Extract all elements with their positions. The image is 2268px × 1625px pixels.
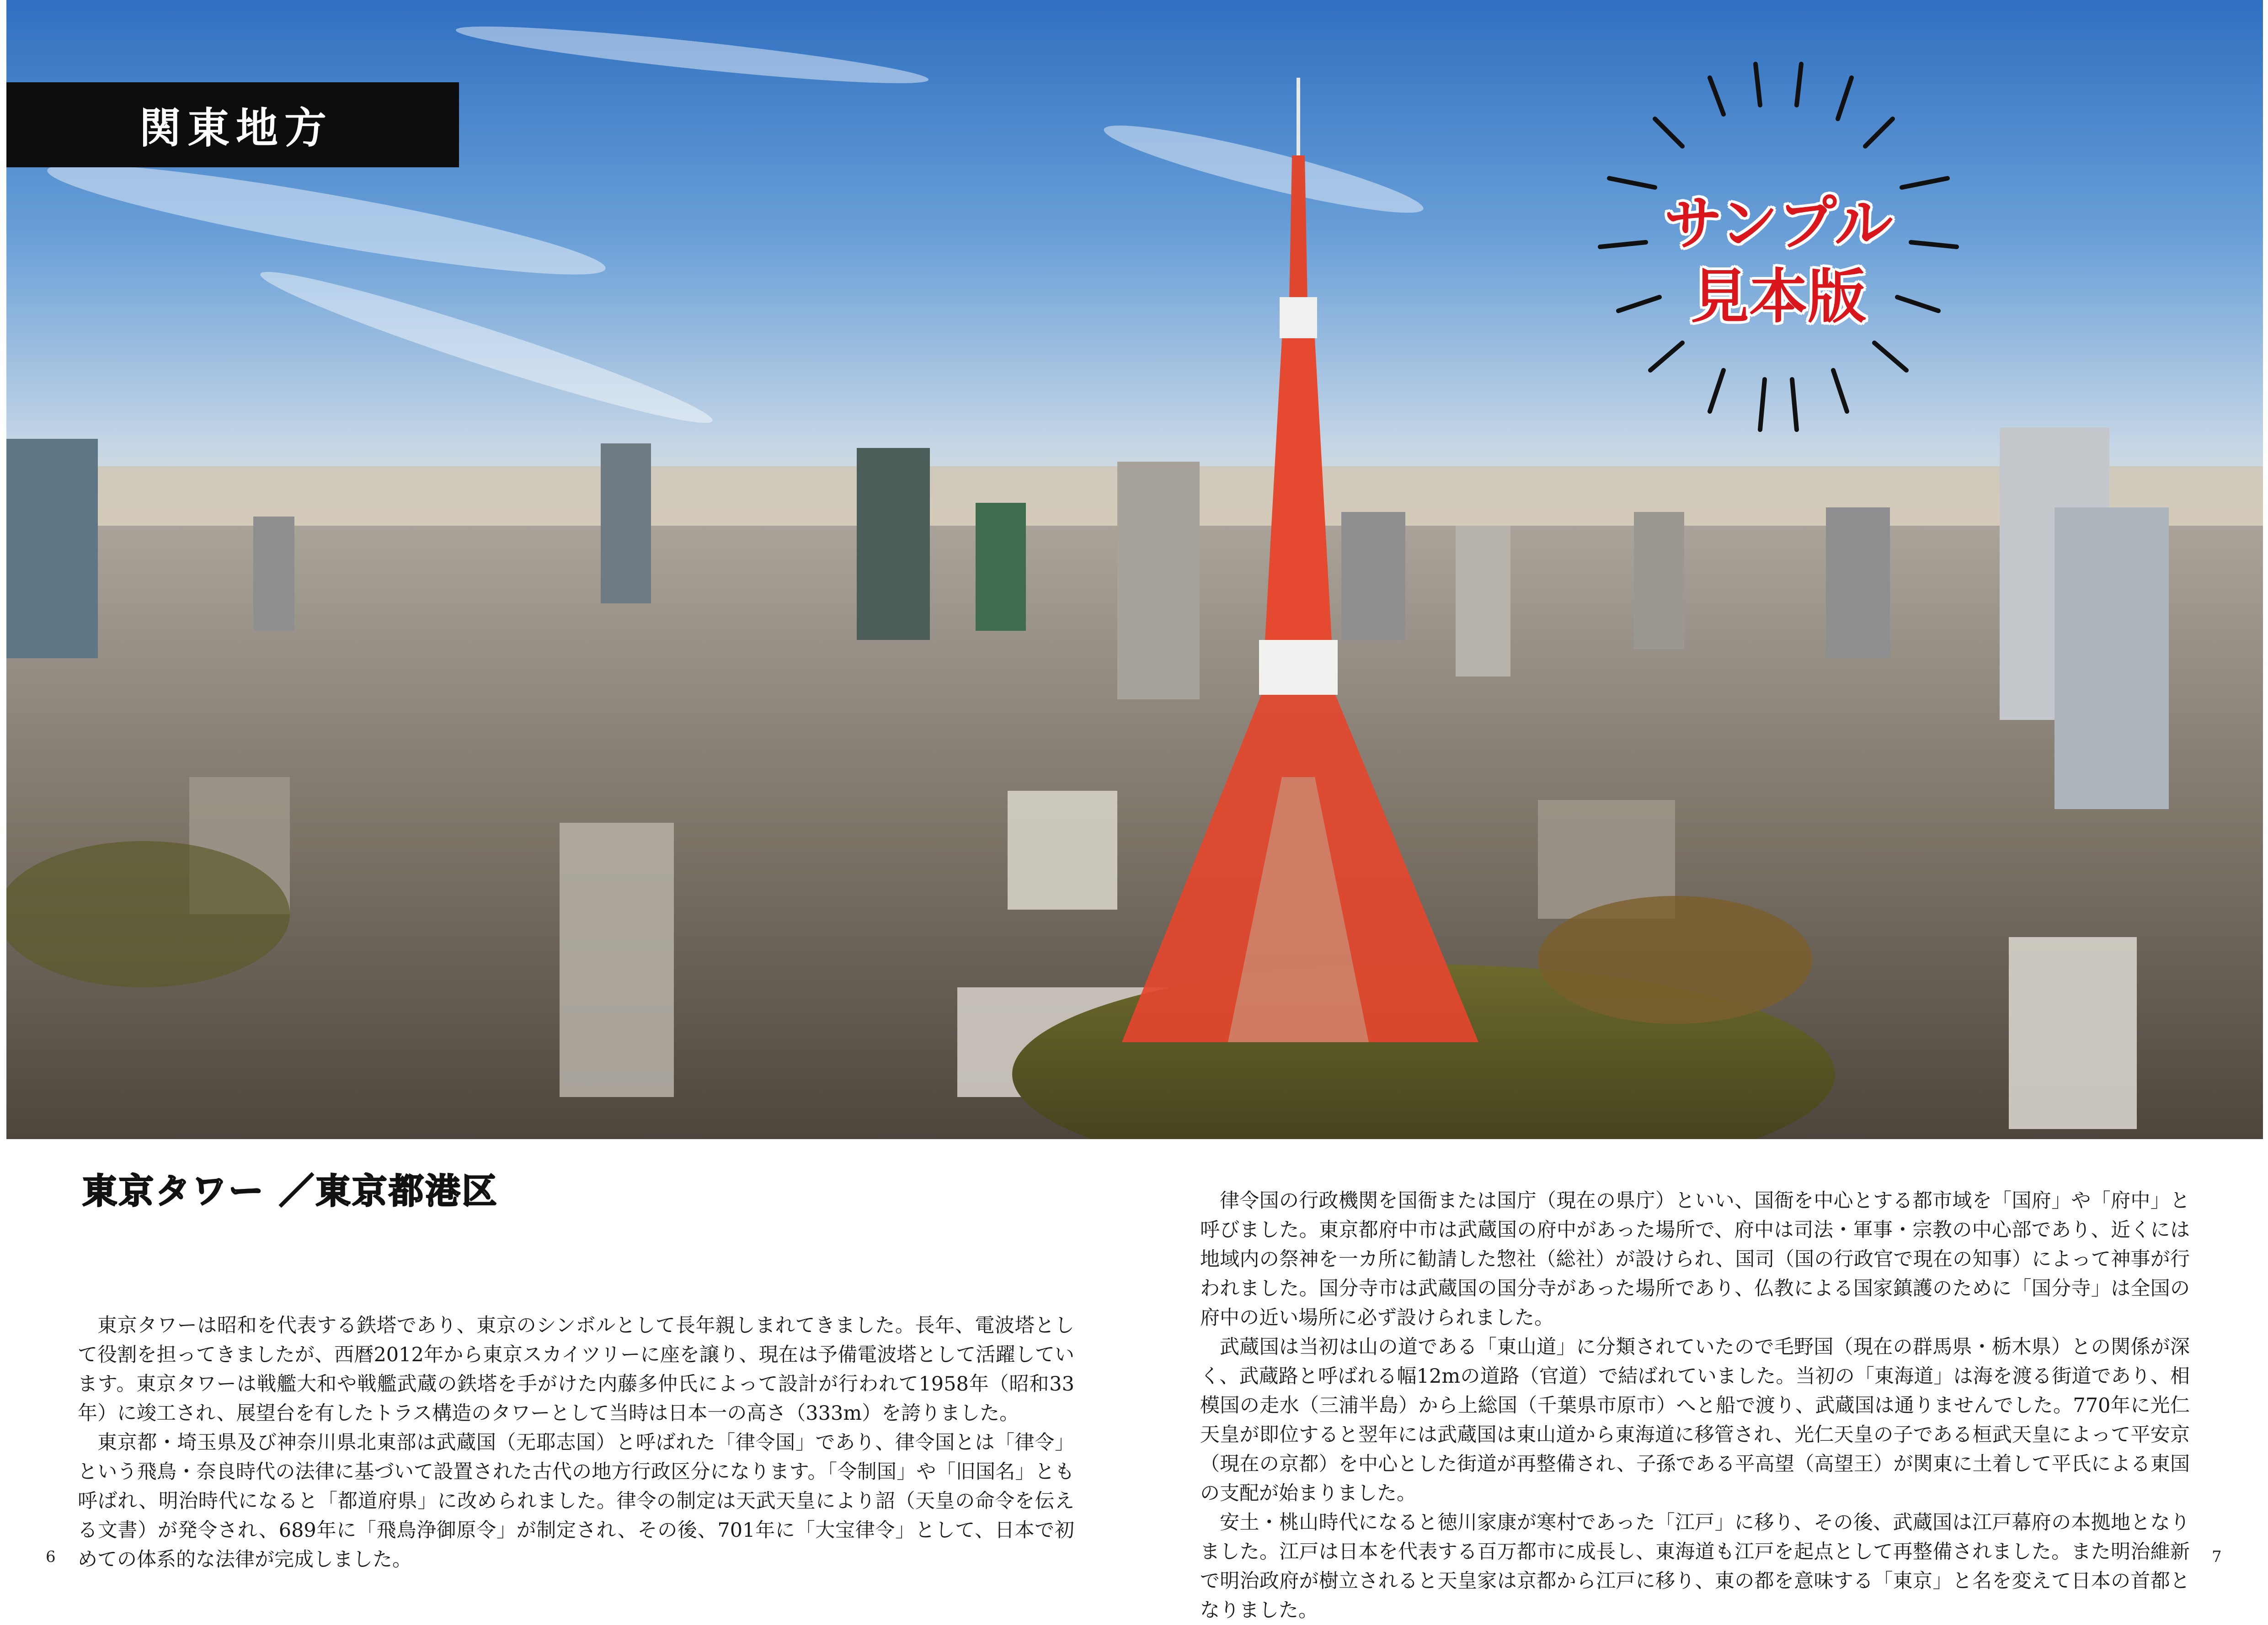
left-paragraph-2: 東京都・埼玉県及び神奈川県北東部は武蔵国（无耶志国）と呼ばれた「律令国」であり、律令国とは「律令」という飛鳥・奈良時代の法律に基づいて設置された古代の地方行政区分になります。「令制国」や「旧国名」とも呼ばれ、明治時代になると「都道府県」に改められました。律令の制定は天武天皇により詔（天皇の命令を伝える文書）が発令され、689年に「飛鳥浄御原令」が制定され、その後、701年に「大宝律令」として、日本で初めての体系的な法律が完成しました。 [78,1431,1074,1571]
sample-stamp-text [1573,187,1984,334]
left-paragraph-1: 東京タワーは昭和を代表する鉄塔であり、東京のシンボルとして長年親しまれてきました。長年、電波塔として役割を担ってきましたが、西暦2012年から東京スカイツリーに座を譲り、現在は予備電波塔として活躍しています。東京タワーは戦艦大和や戦艦武蔵の鉄塔を手がけた内藤多仲氏によって設計が行われて1958年（昭和33年）に竣工され、展望台を有したトラス構造のタワーとして当時は日本一の高さ（333m）を誇りました。 [78,1314,1074,1425]
photo-caption: 東京タワー ／東京都港区 [82,1171,499,1211]
left-column [78,1311,1074,1574]
sample-stamp-line1: サンプル [1664,190,1893,258]
page-number-right: 7 [2212,1548,2222,1566]
right-paragraph-3: 安土・桃山時代になると徳川家康が寒村であった「江戸」に移り、その後、武蔵国は江戸幕府の本拠地となりました。江戸は日本を代表する百万都市に成長し、東海道も江戸を起点として再整備されました。また明治維新で明治政府が樹立されると天皇家は京都から江戸に移り、東の都を意味する「東京」と名を変えて日本の首都となりました。 [1200,1511,2190,1622]
region-label: 関東地方 [6,82,459,167]
right-column [1200,1186,2190,1625]
right-paragraph-2: 武蔵国は当初は山の道である「東山道」に分類されていたので毛野国（現在の群馬県・栃木県）との関係が深く、武蔵路と呼ばれる幅12mの道路（官道）で結ばれていました。当初の「東海道」は海を渡る街道であり、相模国の走水（三浦半島）から上総国（千葉県市原市）へと船で渡り、武蔵国は通りませんでした。770年に光仁天皇が即位すると翌年には武蔵国は東山道から東海道に移管され、光仁天皇の子である桓武天皇によって平安京（現在の京都）を中心とした街道が再整備され、子孫である平高望（高望王）が関東に土着して平氏による東国の支配が始まりました。 [1200,1336,2190,1505]
sample-stamp [1573,50,1984,443]
right-paragraph-1: 律令国の行政機関を国衙または国庁（現在の県庁）といい、国衙を中心とする都市域を「国府」や「府中」と呼びました。東京都府中市は武蔵国の府中があった場所で、府中は司法・軍事・宗教の中心部であり、近くには地域内の祭神を一カ所に勧請した惣社（総社）が設けられ、国司（国の行政官で現在の知事）によって神事が行われました。国分寺市は武蔵国の国分寺があった場所であり、仏教による国家鎮護のために「国分寺」は全国の府中の近い場所に必ず設けられました。 [1200,1189,2190,1329]
sample-stamp-line2: 見本版 [1690,263,1866,331]
page-number-left: 6 [46,1548,56,1566]
